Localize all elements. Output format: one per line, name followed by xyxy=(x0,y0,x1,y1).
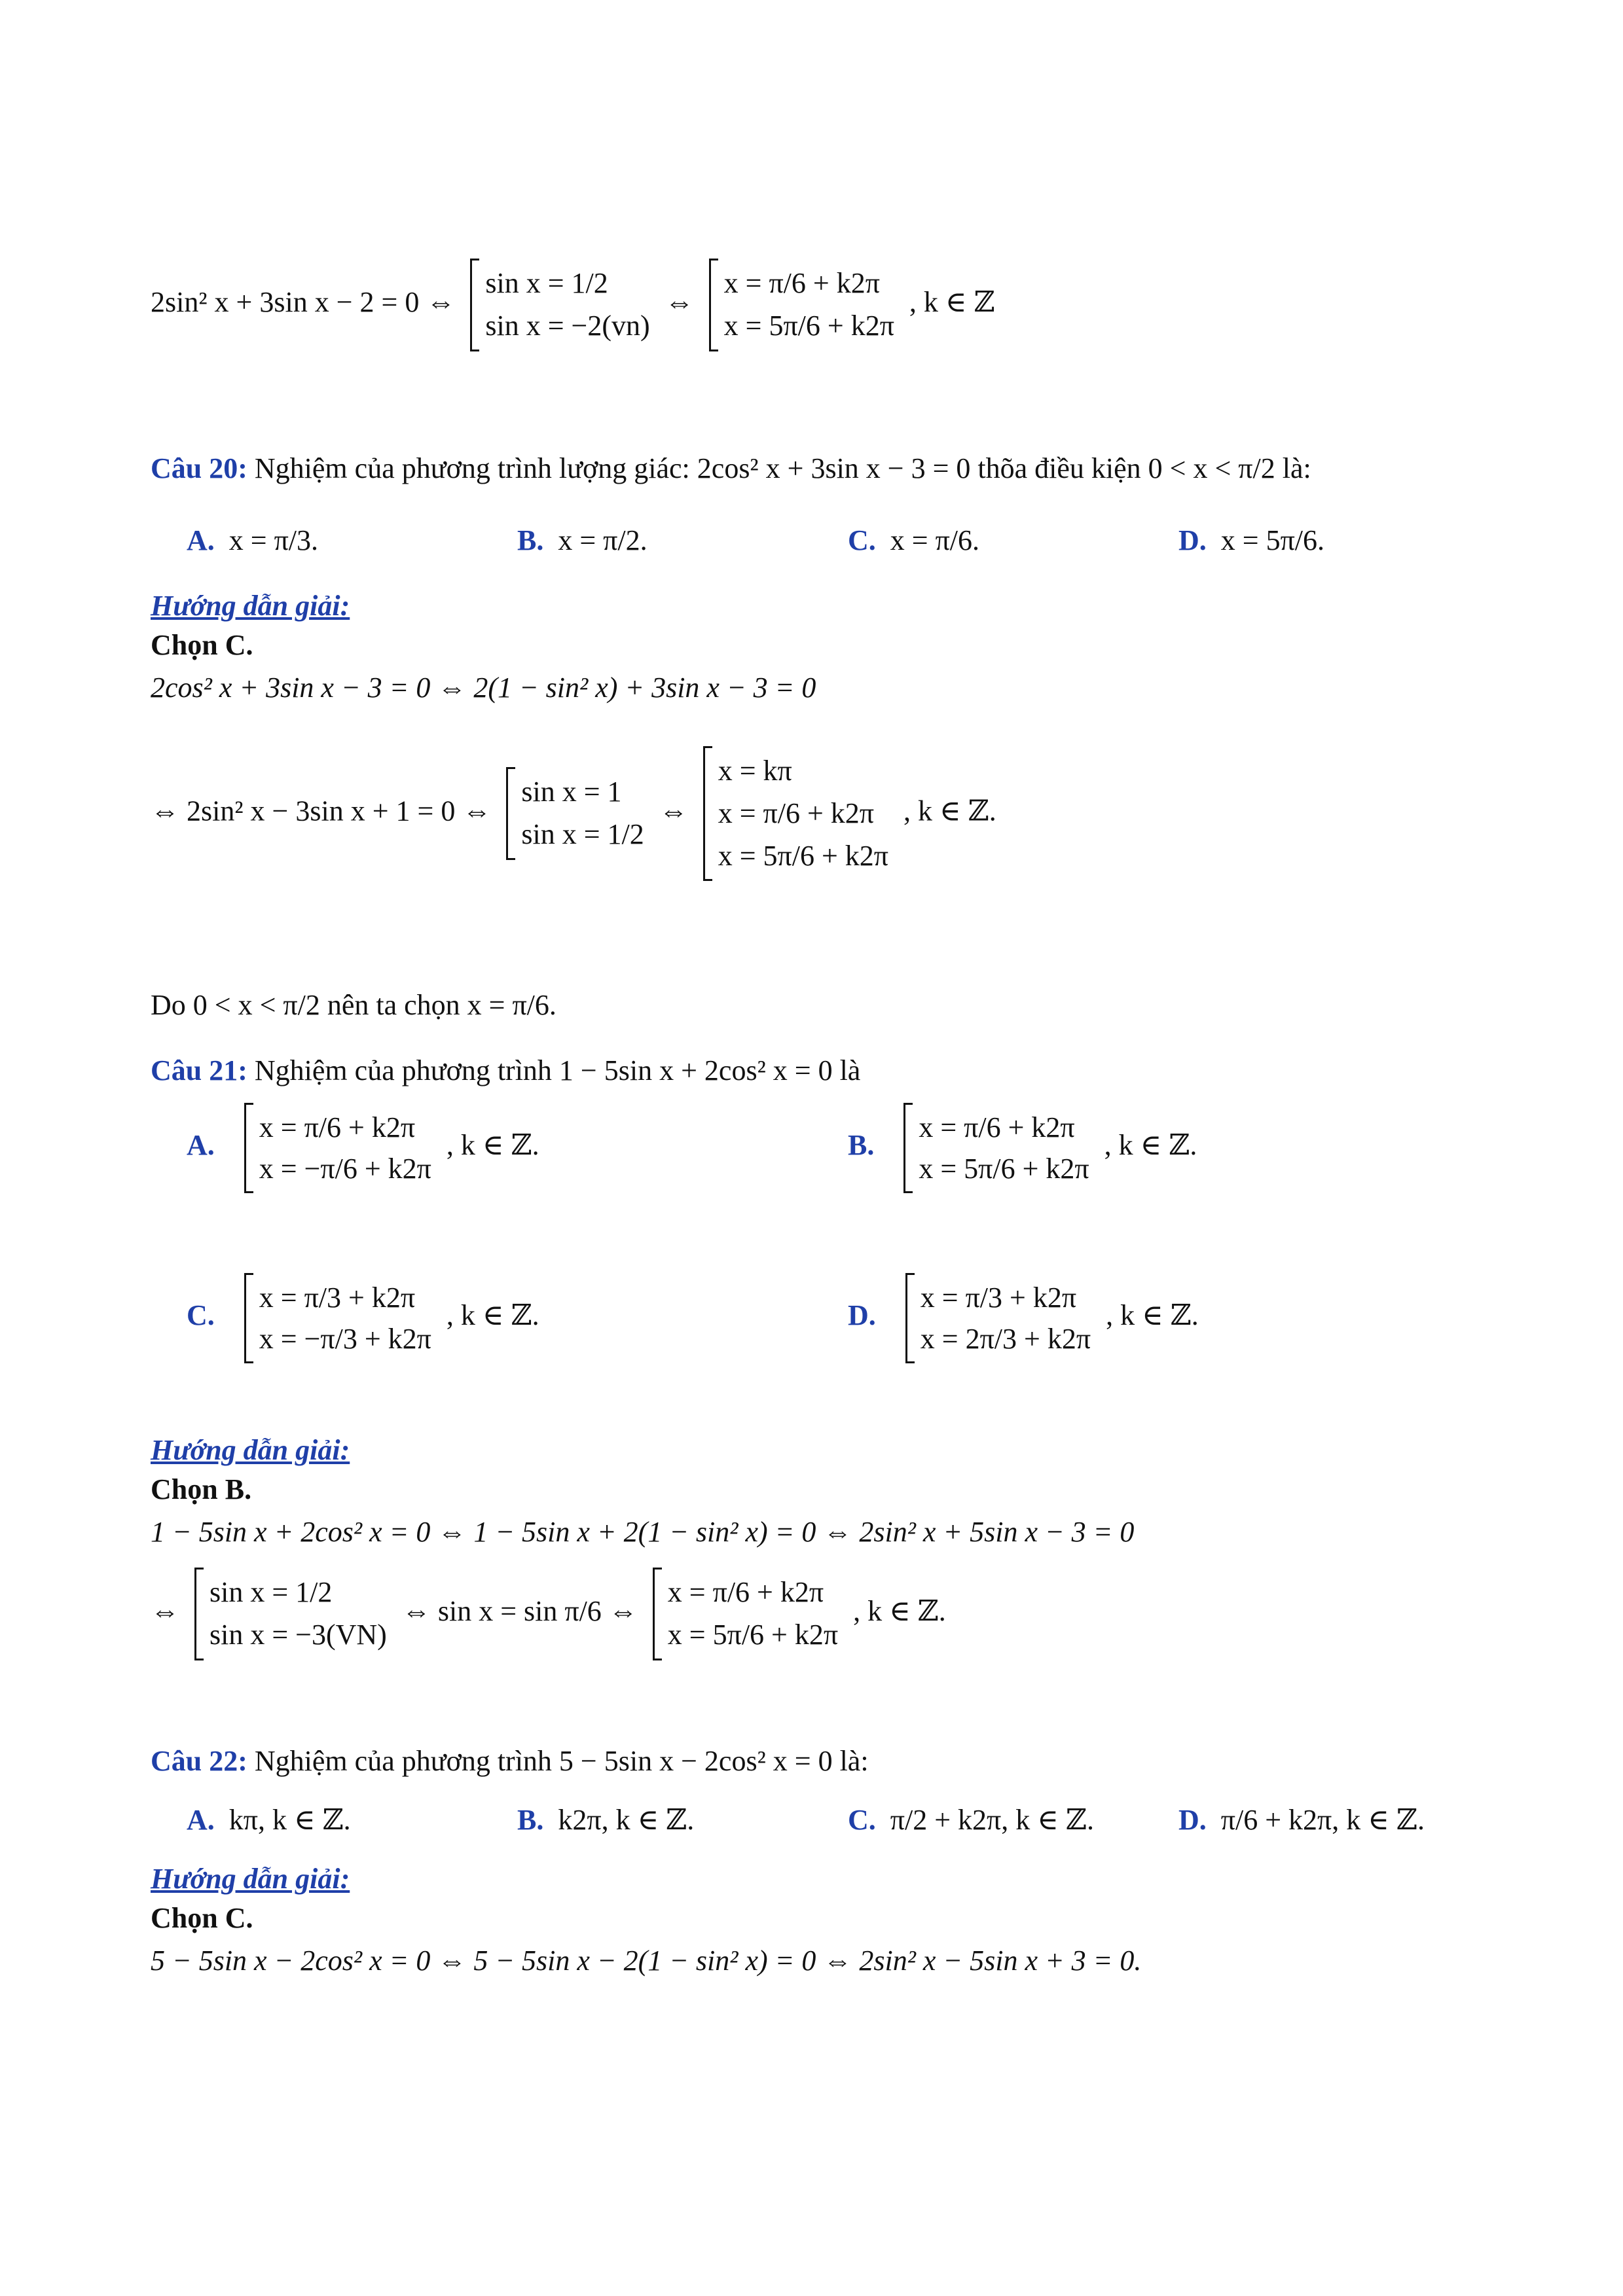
prev-tail: , k ∈ ℤ xyxy=(909,285,995,318)
q21-option-c[interactable]: C. x = π/3 + k2π x = −π/3 + k2π , k ∈ ℤ. xyxy=(187,1273,539,1363)
q21-system-1: sin x = 1/2 sin x = −3(VN) xyxy=(194,1568,387,1660)
q21-option-d[interactable]: D. x = π/3 + k2π x = 2π/3 + k2π , k ∈ ℤ. xyxy=(848,1273,1199,1363)
q22-step1: 5 − 5sin x − 2cos² x = 0 ⇔ 5 − 5sin x − 2(1 − sin² x) = 0 ⇔ 2sin² x − 5sin x + 3 = 0. xyxy=(151,1945,1142,1977)
prev-eq: 2sin² x + 3sin x − 2 = 0 ⇔ xyxy=(151,285,456,318)
q21-text: Nghiệm của phương trình 1 − 5sin x + 2cos² x = 0 là xyxy=(254,1054,861,1086)
q22-option-b[interactable]: B. k2π, k ∈ ℤ. xyxy=(517,1804,695,1836)
q21-step1: 1 − 5sin x + 2cos² x = 0 ⇔ 1 − 5sin x + 2(1 − sin² x) = 0 ⇔ 2sin² x + 5sin x − 3 = 0 xyxy=(151,1516,1135,1548)
q21-label: Câu 21: xyxy=(151,1054,247,1086)
prev-system-1: sin x = 1/2 sin x = −2(vn) xyxy=(470,259,649,351)
q20-step2: ⇔ 2sin² x − 3sin x + 1 = 0 ⇔ xyxy=(151,795,492,827)
prev-solution-row: 2sin² x + 3sin x − 2 = 0 ⇔ sin x = 1/2 sin x = −2(vn) ⇔ x = π/6 + k2π x = 5π/6 + k2π , k ∈ ℤ xyxy=(151,259,995,351)
q21-option-a[interactable]: A. x = π/6 + k2π x = −π/6 + k2π , k ∈ ℤ. xyxy=(187,1103,539,1193)
q20-system-1: sin x = 1 sin x = 1/2 xyxy=(506,767,644,860)
q21-system-2: x = π/6 + k2π x = 5π/6 + k2π xyxy=(653,1568,838,1660)
q21-mid: ⇔ sin x = sin π/6 ⇔ xyxy=(401,1594,638,1627)
q20-step2-row: ⇔ 2sin² x − 3sin x + 1 = 0 ⇔ sin x = 1 sin x = 1/2 ⇔ x = kπ x = π/6 + k2π x = 5π/6 + k2π , k ∈ ℤ. xyxy=(151,746,996,881)
q20-choose: Chọn C. xyxy=(151,629,253,661)
q20-step1: 2cos² x + 3sin x − 3 = 0 ⇔ 2(1 − sin² x) + 3sin x − 3 = 0 xyxy=(151,672,816,704)
q21-option-b[interactable]: B. x = π/6 + k2π x = 5π/6 + k2π , k ∈ ℤ. xyxy=(848,1103,1197,1193)
q20-text: Nghiệm của phương trình lượng giác: 2cos² x + 3sin x − 3 = 0 thõa điều kiện 0 < x < π/2 là: xyxy=(254,452,1311,484)
q20-tail: , k ∈ ℤ. xyxy=(903,795,996,827)
q21-tail: , k ∈ ℤ. xyxy=(853,1594,946,1627)
q20-guide: Hướng dẫn giải: xyxy=(151,590,350,622)
q20-stem xyxy=(151,452,1311,486)
q22-label: Câu 22: xyxy=(151,1745,247,1777)
q22-stem xyxy=(151,1744,869,1779)
prev-system-2: x = π/6 + k2π x = 5π/6 + k2π xyxy=(709,259,894,351)
q21-choose: Chọn B. xyxy=(151,1473,252,1505)
q21-guide: Hướng dẫn giải: xyxy=(151,1434,350,1466)
q21-stem xyxy=(151,1054,860,1088)
q20-option-d[interactable]: D. x = 5π/6. xyxy=(1178,524,1325,556)
q20-label: Câu 20: xyxy=(151,452,247,484)
q20-option-c[interactable]: C. x = π/6. xyxy=(848,524,980,556)
q20-conclusion: Do 0 < x < π/2 nên ta chọn x = π/6. xyxy=(151,989,556,1021)
q22-option-d[interactable]: D. π/6 + k2π, k ∈ ℤ. xyxy=(1178,1804,1425,1836)
q20-option-a[interactable]: A. x = π/3. xyxy=(187,524,319,556)
q20-system-2: x = kπ x = π/6 + k2π x = 5π/6 + k2π xyxy=(703,746,888,881)
q22-choose: Chọn C. xyxy=(151,1902,253,1934)
q20-option-b[interactable]: B. x = π/2. xyxy=(517,524,647,556)
q22-option-a[interactable]: A. kπ, k ∈ ℤ. xyxy=(187,1804,351,1836)
q21-step2-row: ⇔ sin x = 1/2 sin x = −3(VN) ⇔ sin x = sin π/6 ⇔ x = π/6 + k2π x = 5π/6 + k2π , k ∈ ℤ. xyxy=(151,1568,946,1660)
q22-option-c[interactable]: C. π/2 + k2π, k ∈ ℤ. xyxy=(848,1804,1094,1836)
q22-text: Nghiệm của phương trình 5 − 5sin x − 2cos² x = 0 là: xyxy=(254,1745,869,1777)
q22-guide: Hướng dẫn giải: xyxy=(151,1863,350,1895)
